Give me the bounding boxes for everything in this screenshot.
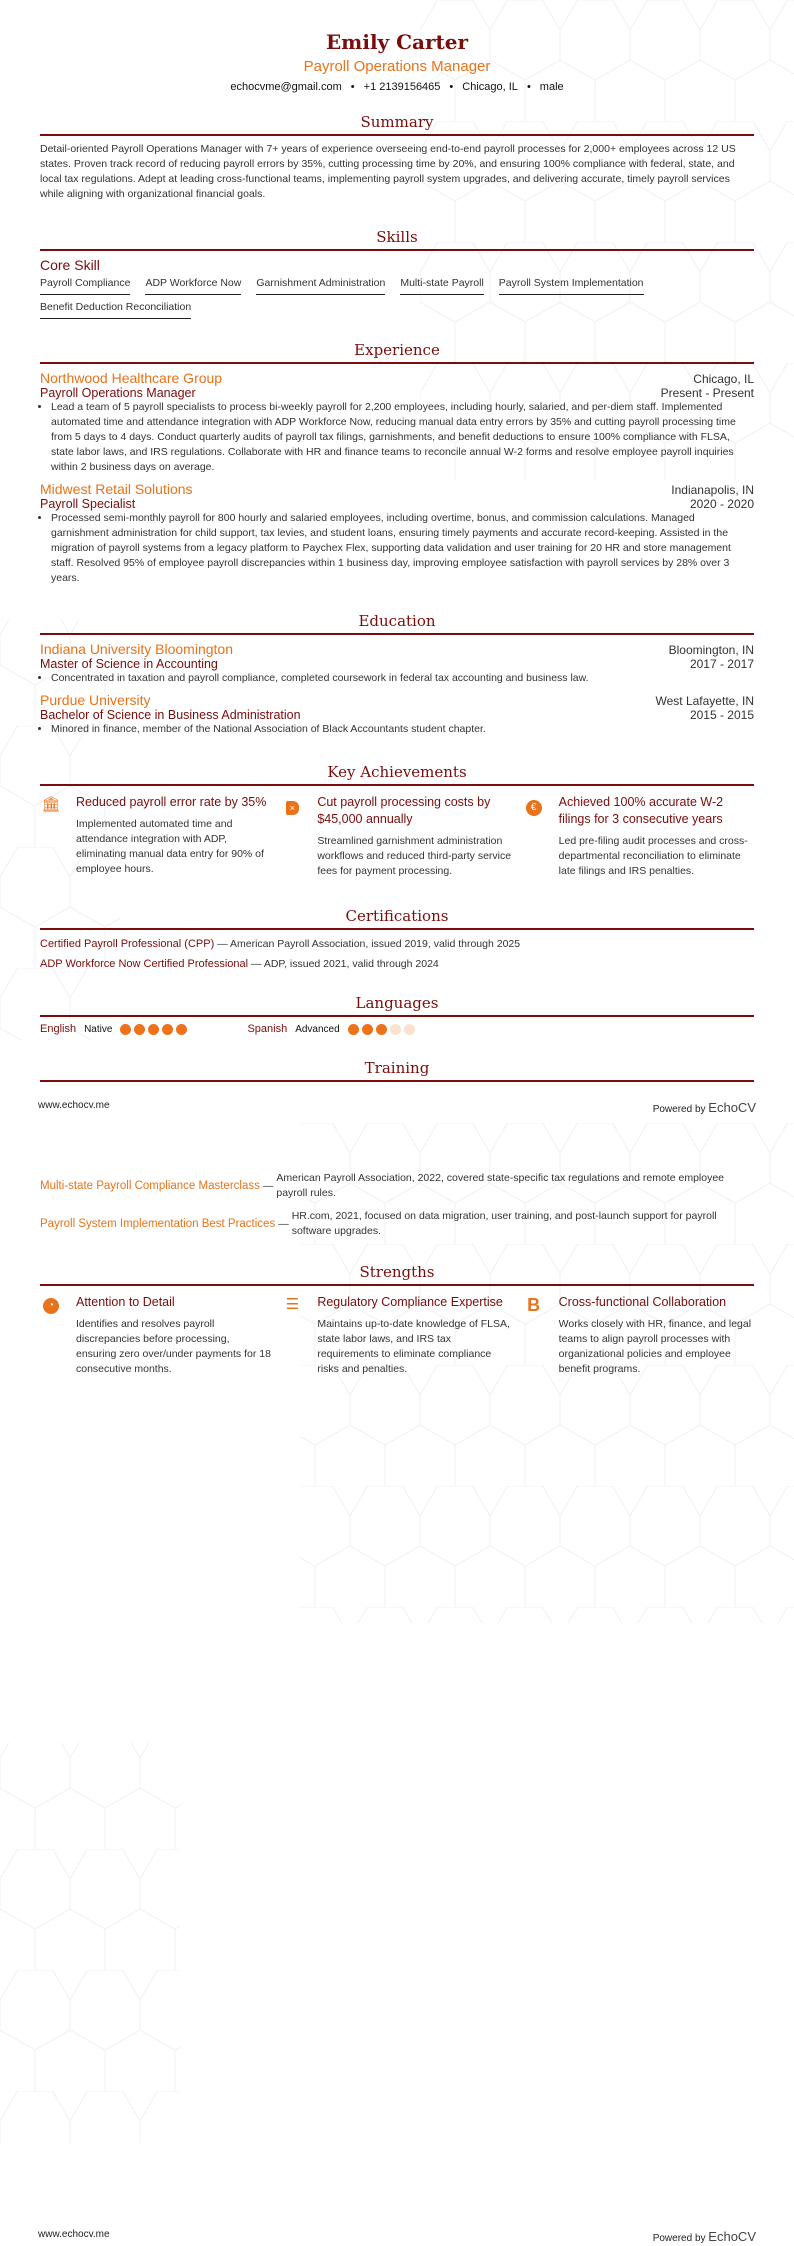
euro-coin-icon: € [523,794,545,879]
strengths-heading: Strengths [40,1263,754,1286]
candidate-name: Emily Carter [325,30,469,54]
certification-item: Certified Payroll Professional (CPP) — American Payroll Association, issued 2019, valid through 2025 [40,938,521,950]
rating-dot-filled [148,1024,159,1035]
strength-desc: Identifies and resolves payroll discrepancies before processing, ensuring zero over/under payments for 18 consecutive months. [76,1318,271,1375]
skill-group-title: Core Skill [40,257,100,273]
achievement-item [281,794,512,879]
job-location: Chicago, IL [693,372,754,386]
certification-name: Certified Payroll Professional (CPP) [40,938,215,950]
language-level: Advanced [295,1023,340,1035]
rating-dot-filled [348,1024,359,1035]
achievement-desc: Streamlined garnishment administration workflows and reduced third-party service fees for payment processing. [317,835,512,877]
skill-tag: Garnishment Administration [256,277,385,295]
resume-page-2 [0,1123,794,2246]
education-bullet: • Concentrated in taxation and payroll compliance, completed coursework in federal tax accounting and business law. [51,671,754,686]
job-location: Indianapolis, IN [671,483,754,497]
education-heading: Education [40,612,754,635]
certifications-heading: Certifications [40,907,754,930]
b-letter-icon: B [527,1295,541,1315]
email[interactable]: echocvme@gmail.com [230,81,342,93]
strength-item [40,1294,271,1377]
job-bullet: • Lead a team of 5 payroll specialists to process bi-weekly payroll for 2,200 employees, including hourly, salaried, and per-diem staff. Implemented automated time and attendance integration with ADP Workforce Now, reducing manual data entry errors by 35% and cutting payroll processing time from 5 days to 4 days. Conduct quarterly audits of payroll tax filings, garnishments, and benefit deductions to ensure 100% compliance with FLSA, state labor laws, and IRS regulations. Collaborate with HR and finance teams to reconcile annual W-2 forms and resolve employee payroll inquiries within 2 business days on average. [51,400,754,475]
language-rating [120,1024,187,1035]
powered-by-label: Powered by [652,1104,706,1115]
bank-icon: 🏛 [41,796,61,813]
job-dates: Present - Present [660,386,754,400]
achievements-heading: Key Achievements [40,763,754,786]
skill-tag: Payroll Compliance [40,277,130,295]
achievement-desc: Implemented automated time and attendance integration with ADP, eliminating manual data entry for 90% of employee hours. [76,818,264,875]
strength-title: Regulatory Compliance Expertise [317,1295,503,1309]
tag-x-icon: × [281,794,303,879]
experience-entry [40,481,754,586]
skills-list [40,277,754,319]
achievement-desc: Led pre-filing audit processes and cross-departmental reconciliation to eliminate late filings and IRS penalties. [558,835,748,877]
language-rating [348,1024,415,1035]
school-name: Purdue University [40,692,151,708]
strength-desc: Works closely with HR, finance, and legal teams to align payroll processes with organizational policies and employee benefit programs. [558,1318,752,1375]
training-heading: Training [40,1059,754,1082]
rating-dot-filled [162,1024,173,1035]
rating-dot-empty [404,1024,415,1035]
powered-by [653,2229,756,2244]
achievement-title: Achieved 100% accurate W-2 filings for 3 consecutive years [558,795,724,826]
experience-heading: Experience [40,341,754,364]
job-bullet: • Processed semi-monthly payroll for 800 hourly and salaried employees, including overtime, bonus, and commission calculations. Managed garnishment administration for child support, tax levies, and student loans, ensuring timely payments and accurate record-keeping. Assisted in the migration of payroll systems from a legacy platform to Paychex Flex, supporting data validation and user training for 20 HR and store management staff. Resolved 95% of employee payroll discrepancies within 1 business day, improving employee satisfaction with payroll services by 28% over 3 years. [51,511,754,586]
education-dates: 2017 - 2017 [689,657,754,671]
degree: Master of Science in Accounting [40,657,218,671]
summary-heading: Summary [40,113,754,136]
rating-dot-filled [134,1024,145,1035]
rating-dot-empty [390,1024,401,1035]
company-name: Northwood Healthcare Group [40,370,223,386]
languages-heading: Languages [40,994,754,1017]
school-location: West Lafayette, IN [655,694,754,708]
achievements-list [40,794,754,879]
rating-dot-filled [120,1024,131,1035]
summary-text: Detail-oriented Payroll Operations Manager with 7+ years of experience overseeing end-to-end payroll processes for 2,000+ employees across 12 US states. Proven track record of reducing payroll errors by 35%, cutting processing time by 20%, and ensuring 100% compliance with federal, state, and local tax regulations. Adept at leading cross-functional teams, implementing payroll system upgrades, and delivering accurate, timely payroll services while aligning with organizational financial goals. [40,143,736,200]
degree: Bachelor of Science in Business Administration [40,708,301,722]
skill-tag: ADP Workforce Now [145,277,241,295]
training-detail: HR.com, 2021, focused on data migration, user training, and post-launch support for payroll software upgrades. [291,1210,717,1237]
training-item: Payroll System Implementation Best Practices — HR.com, 2021, focused on data migration, user training, and post-launch support for payroll software upgrades. [40,1209,754,1239]
page-footer [38,1100,756,1115]
powered-by [653,1100,756,1115]
language-item [247,1023,414,1035]
certification-name: ADP Workforce Now Certified Professional [40,958,249,970]
school-location: Bloomington, IN [668,643,754,657]
language-name: English [40,1023,77,1035]
training-detail: American Payroll Association, 2022, covered state-specific tax regulations and remote employee payroll rules. [276,1172,725,1199]
rating-dot-filled [376,1024,387,1035]
brand-logo: EchoCV [708,2229,756,2244]
strength-title: Cross-functional Collaboration [558,1295,727,1309]
achievement-title: Reduced payroll error rate by 35% [76,795,267,809]
location: Chicago, IL [462,81,518,93]
candidate-title: Payroll Operations Manager [303,58,491,75]
training-name: Multi-state Payroll Compliance Masterclass [40,1179,260,1192]
sliders-icon: ☰ [285,1296,300,1313]
language-item [40,1023,187,1035]
clock-icon: ◔ [40,1294,62,1377]
education-entry [40,692,754,737]
achievement-item [523,794,754,879]
achievement-item [40,794,271,879]
skill-tag: Payroll System Implementation [499,277,644,295]
language-name: Spanish [247,1023,288,1035]
training-item: Multi-state Payroll Compliance Masterclass — American Payroll Association, 2022, covered state-specific tax regulations and remote employee payroll rules. [40,1171,754,1201]
training-name: Payroll System Implementation Best Practices [40,1217,276,1230]
rating-dot-filled [176,1024,187,1035]
rating-dot-filled [362,1024,373,1035]
contact-info: echocvme@gmail.com • +1 2139156465 • Chicago, IL • male [230,81,564,93]
page-footer [38,2229,756,2244]
skills-heading: Skills [40,228,754,251]
experience-entry [40,370,754,475]
strength-item [281,1294,512,1377]
certification-detail: ADP, issued 2021, valid through 2024 [263,958,439,970]
skill-tag: Benefit Deduction Reconciliation [40,301,191,319]
footer-url[interactable]: www.echocv.me [38,1100,110,1111]
gender: male [539,81,564,93]
powered-by-label: Powered by [652,2233,706,2244]
strength-item [523,1294,754,1377]
company-name: Midwest Retail Solutions [40,481,193,497]
education-bullet: • Minored in finance, member of the National Association of Black Accountants student chapter. [51,722,754,737]
brand-logo: EchoCV [708,1100,756,1115]
certification-detail: American Payroll Association, issued 2019, valid through 2025 [230,938,521,950]
education-dates: 2015 - 2015 [689,708,754,722]
job-role: Payroll Operations Manager [40,386,196,400]
certification-item: ADP Workforce Now Certified Professional — ADP, issued 2021, valid through 2024 [40,958,439,970]
phone[interactable]: +1 2139156465 [363,81,441,93]
language-level: Native [84,1023,113,1035]
strength-title: Attention to Detail [76,1295,175,1309]
languages-list [40,1023,754,1035]
strength-desc: Maintains up-to-date knowledge of FLSA, state labor laws, and IRS tax requirements to eliminate compliance risks and penalties. [317,1318,510,1375]
education-entry [40,641,754,686]
job-role: Payroll Specialist [40,497,136,511]
achievement-title: Cut payroll processing costs by $45,000 annually [317,795,491,826]
job-dates: 2020 - 2020 [689,497,754,511]
strengths-list [40,1294,754,1377]
skill-tag: Multi-state Payroll [400,277,483,295]
school-name: Indiana University Bloomington [40,641,233,657]
footer-url[interactable]: www.echocv.me [38,2229,110,2240]
